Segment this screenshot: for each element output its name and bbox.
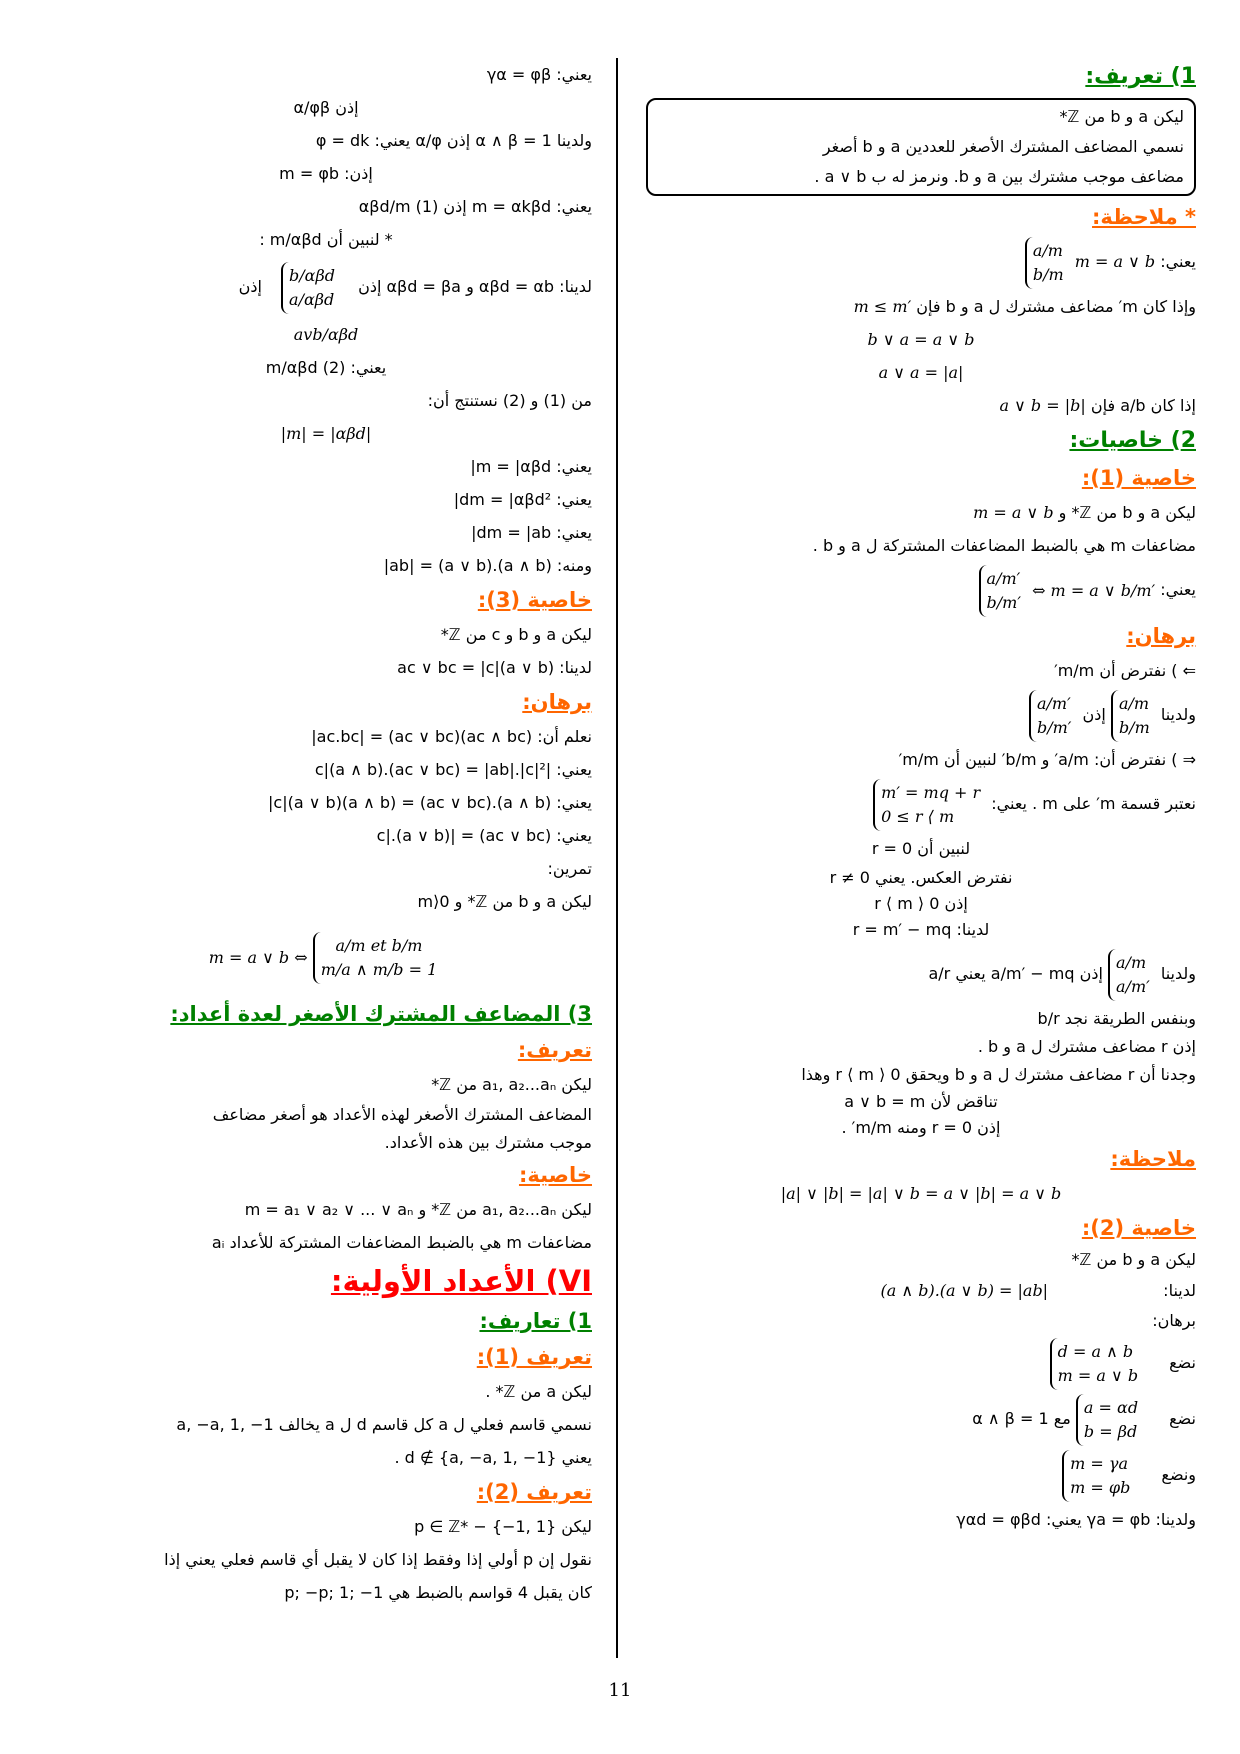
text-line: لدينا: ac ∨ bc = |c|(a ∨ b): [397, 658, 592, 677]
system-row: 0 ≤ r ⟨ m: [881, 806, 955, 826]
note-title: * ملاحظة:: [1092, 205, 1196, 229]
equation-system: [281, 262, 341, 314]
text-line: ليكن a₁, a₂...aₙ من ℤ*: [431, 1075, 592, 1094]
text-line: ليكن a من ℤ* .: [485, 1382, 592, 1401]
system-row: m = φb: [1070, 1477, 1131, 1497]
text: لدينا:: [1163, 1281, 1196, 1300]
text-line: مضاعفات m هي بالضبط المضاعفات المشتركة للأعداد aᵢ: [211, 1233, 592, 1252]
system-row: b/m′: [1036, 717, 1072, 737]
system-row: m′ = mq + r: [881, 782, 981, 802]
text-line: ومنه: (a ∧ b).(a ∨ b) = |ab|: [383, 556, 592, 575]
subsection-title: 1) تعاريف:: [479, 1309, 592, 1333]
text: ليكن a و b من ℤ* و: [1058, 503, 1196, 522]
text: إذن: [1082, 705, 1106, 724]
definition-line: ليكن a و b من ℤ*: [1059, 107, 1184, 126]
text: نضع: [1169, 1409, 1196, 1428]
equation-system: [1029, 690, 1077, 742]
page-number: 11: [608, 1680, 632, 1701]
note-text: يعني:: [1160, 252, 1196, 271]
note-line: [646, 234, 1196, 290]
system-row: a/m′: [986, 569, 1021, 588]
text-line: المضاعف المشترك الأصغر لهذه الأعداد هو أصغر مضاعف: [212, 1105, 592, 1124]
equation-system: [1076, 1394, 1144, 1446]
text: لدينا: αβd = αb و αβd = βa إذن: [358, 277, 592, 296]
text-line: [60, 318, 592, 351]
text-line: [60, 417, 592, 450]
text-line: يعني: m/αβd (2): [265, 358, 387, 377]
system-row: b = βd: [1083, 1421, 1138, 1441]
proof-title: برهان:: [1126, 624, 1196, 648]
text: نعتبر قسمة m′ على m . يعني:: [991, 794, 1196, 813]
text-line: ليكن a و b من ℤ*: [1071, 1250, 1196, 1269]
text-line: برهان:: [1152, 1311, 1196, 1330]
text: ونضع: [1161, 1465, 1196, 1484]
text-line: إذن α/φβ: [293, 98, 359, 117]
text-line: [646, 1274, 1196, 1307]
property-title: خاصية (1):: [1081, 466, 1196, 490]
equation-system: [1025, 237, 1070, 289]
proof-line: يعني: (ac ∨ bc) = |c|.(a ∨ b): [376, 826, 592, 845]
proof-line: نعلم أن: (ac ∧ bc)(ac ∨ bc) = |ac.bc|: [311, 727, 592, 746]
note-line: [646, 389, 1196, 422]
math-expression: m = a ∨ b: [1074, 252, 1156, 271]
math-expression: a ∨ a = |a|: [878, 363, 964, 382]
text-line: يعني: dm = |ab|: [471, 523, 592, 542]
proof-line: إذن 0 ⟨ r ⟨ m: [874, 894, 968, 913]
equation-system: [979, 565, 1027, 617]
system-row: b/m′: [986, 593, 1021, 612]
system-row: a/m′: [1116, 976, 1150, 996]
system-row: a/m: [1116, 952, 1147, 972]
text: نضع: [1169, 1353, 1196, 1372]
math-expression: avb/αβd: [293, 325, 359, 344]
note-line: [646, 356, 1196, 389]
text-line: [646, 1447, 1196, 1503]
system-row: d = a ∧ b: [1057, 1341, 1134, 1361]
text-line: ليكن p ∈ ℤ* − {−1, 1}: [414, 1517, 592, 1536]
proof-line: وبنفس الطريقة نجد b/r: [1037, 1009, 1196, 1028]
remark-line: [646, 1177, 1196, 1210]
section-title-lcm-several: 3) المضاعف المشترك الأصغر لعدة أعداد:: [170, 1002, 592, 1026]
text-line: ليكن a و b من ℤ* و m⟩0: [417, 892, 592, 911]
system-row: m = a ∨ b: [1057, 1365, 1139, 1385]
text-line: نسمي قاسم فعلي ل a كل قاسم d ل a يخالف a, −a, 1, −1: [176, 1415, 592, 1434]
equation-system: [313, 932, 444, 984]
math-expression: m ≤ m′: [853, 297, 912, 316]
system-row: a/m: [1118, 693, 1150, 713]
system-row: a/m: [1032, 240, 1063, 260]
definition-title: تعريف:: [517, 1038, 592, 1062]
math-expression: (a ∧ b).(a ∨ b) = |ab|: [880, 1281, 1049, 1300]
system-row: a/m′: [1036, 693, 1071, 713]
exercise-equivalence: [60, 918, 592, 996]
system-row: b/αβd: [289, 265, 335, 285]
definition-line: نسمي المضاعف المشترك الأصغر للعددين a و b أصغر: [822, 137, 1184, 156]
text: إذن: [238, 277, 262, 296]
text-line: من (1) و (2) نستنتج أن:: [427, 391, 592, 410]
note-text: إذا كان a/b فإن: [1090, 396, 1196, 415]
text: يعني: γα = φβ: [486, 65, 592, 84]
proof-line: يعني: |c|(a ∧ b).(ac ∨ bc) = |ab|.|c|²: [314, 760, 592, 779]
column-divider: [616, 58, 618, 1658]
definition-box: [646, 98, 1196, 196]
system-row: m = γa: [1070, 1453, 1128, 1473]
left-column: [60, 58, 592, 1609]
system-row: b/m: [1118, 717, 1150, 737]
text-line: مضاعفات m هي بالضبط المضاعفات المشتركة ل a و b .: [812, 536, 1196, 555]
text: إذن a/m′ − mq يعني a/r: [928, 964, 1103, 983]
equation-system: [1062, 1450, 1136, 1502]
system-row: a/αβd: [289, 289, 335, 309]
text-line: [646, 496, 1196, 529]
text-line: [646, 1335, 1196, 1391]
proof-line: نفترض العكس. يعني r ≠ 0: [829, 868, 1013, 887]
text-line: إذن: m = φb: [279, 164, 373, 183]
proof-line: [646, 943, 1196, 1005]
note-line: [646, 323, 1196, 356]
equation-system: [873, 779, 986, 831]
text-line: ولدينا: γa = φb يعني: γαd = φβd: [956, 1510, 1196, 1529]
equation-system: [1050, 1338, 1144, 1390]
proof-line: وجدنا أن r مضاعف مشترك ل a و b ويحقق 0 ⟨ r ⟨ m وهذا: [801, 1065, 1196, 1084]
proof-line: يعني: (a ∧ b).(ac ∨ bc) = (a ∧ b)(a ∨ b)|c|: [268, 793, 592, 812]
proof-line: إذن r = 0 ومنه m/m′ .: [841, 1118, 1001, 1137]
text-line: ليكن a₁, a₂...aₙ من ℤ* و m = a₁ ∨ a₂ ∨ ... ∨ aₙ: [244, 1200, 592, 1219]
system-row: m/a ∧ m/b = 1: [320, 960, 438, 979]
text-line: [60, 58, 592, 91]
math-expression: b ∨ a = a ∨ b: [867, 330, 975, 349]
note-text: وإذا كان m′ مضاعف مشترك ل a و b فإن: [916, 297, 1196, 316]
proof-line: لدينا: r = m′ − mq: [852, 920, 990, 939]
right-column: [646, 58, 1196, 1536]
text-line: [60, 256, 592, 318]
section-title-definition: 1) تعريف:: [1085, 64, 1196, 89]
definition-line: مضاعف موجب مشترك بين a و b. ونرمز له ب a ∨ b .: [814, 167, 1184, 186]
proof-line: [646, 776, 1196, 832]
text-line: * لنبين أن m/αβd :: [259, 230, 393, 249]
remark-title: ملاحظة:: [1110, 1147, 1196, 1171]
text-line: يعني: m = αkβd إذن αβd/m (1): [358, 197, 592, 216]
text: مع α ∧ β = 1: [972, 1409, 1071, 1428]
text-line: كان يقبل 4 قواسم بالضبط هي p; −p; 1; −1: [284, 1583, 592, 1602]
math-expression: a ∨ b = |b|: [999, 396, 1086, 415]
proof-line: لنبين أن r = 0: [871, 839, 971, 858]
property-title: خاصية:: [518, 1163, 592, 1187]
exercise-title: تمرين:: [547, 859, 592, 878]
proof-line: تناقض لأن a ∨ b = m: [844, 1092, 998, 1111]
text-line: [646, 1391, 1196, 1447]
text-line: [646, 562, 1196, 618]
text-line: ولدينا α ∧ β = 1 إذن α/φ يعني: φ = dk: [315, 131, 592, 150]
math-expression: m = a ∨ b ⇔: [208, 947, 308, 967]
proof-title: برهان:: [522, 690, 592, 714]
text-line: ليكن a و b و c من ℤ*: [440, 625, 592, 644]
definition-title: تعريف (2):: [476, 1480, 592, 1504]
text-line: موجب مشترك بين هذه الأعداد.: [384, 1133, 592, 1152]
math-expression: ⇔ m = a ∨ b/m′: [1032, 580, 1156, 600]
system-row: a/m et b/m: [335, 936, 423, 955]
system-row: b/m: [1032, 264, 1064, 284]
definition-title: تعريف (1):: [476, 1345, 592, 1369]
section-title-properties: 2) خاصيات:: [1069, 428, 1196, 453]
proof-line: ⇐ ) نفترض أن m/m′: [1054, 661, 1196, 680]
math-expression: |m| = |αβd|: [280, 424, 372, 443]
section-title-primes: VI) الأعداد الأولية:: [330, 1264, 592, 1298]
text-line: يعني d ∉ {a, −a, 1, −1} .: [394, 1448, 592, 1467]
math-expression: |a| ∨ |b| = |a| ∨ b = a ∨ |b| = a ∨ b: [780, 1184, 1062, 1203]
property-title: خاصية (3):: [477, 588, 592, 612]
proof-line: ⇒ ) نفترض أن: a/m′ و b/m′ لنبين أن m/m′: [898, 750, 1196, 769]
text: يعني:: [1160, 580, 1196, 599]
math-block: [209, 919, 444, 997]
proof-line: [646, 687, 1196, 743]
property-title: خاصية (2):: [1081, 1216, 1196, 1240]
text: ولدينا: [1160, 705, 1196, 724]
text-line: يعني: m = |αβd|: [470, 457, 592, 476]
text-line: يعني: dm = |αβd²|: [453, 490, 592, 509]
math-block: [979, 563, 1156, 619]
math-expression: m = a ∨ b: [973, 503, 1054, 522]
text-line: نقول إن p أولي إذا وفقط إذا كان لا يقبل أي قاسم فعلي يعني إذا: [164, 1550, 592, 1569]
proof-line: إذن r مضاعف مشترك ل a و b .: [977, 1037, 1196, 1056]
system-row: a = αd: [1083, 1397, 1139, 1417]
note-line: [646, 290, 1196, 323]
equation-system: [1108, 949, 1156, 1001]
equation-system: [1111, 690, 1156, 742]
text: ولدينا: [1160, 964, 1196, 983]
